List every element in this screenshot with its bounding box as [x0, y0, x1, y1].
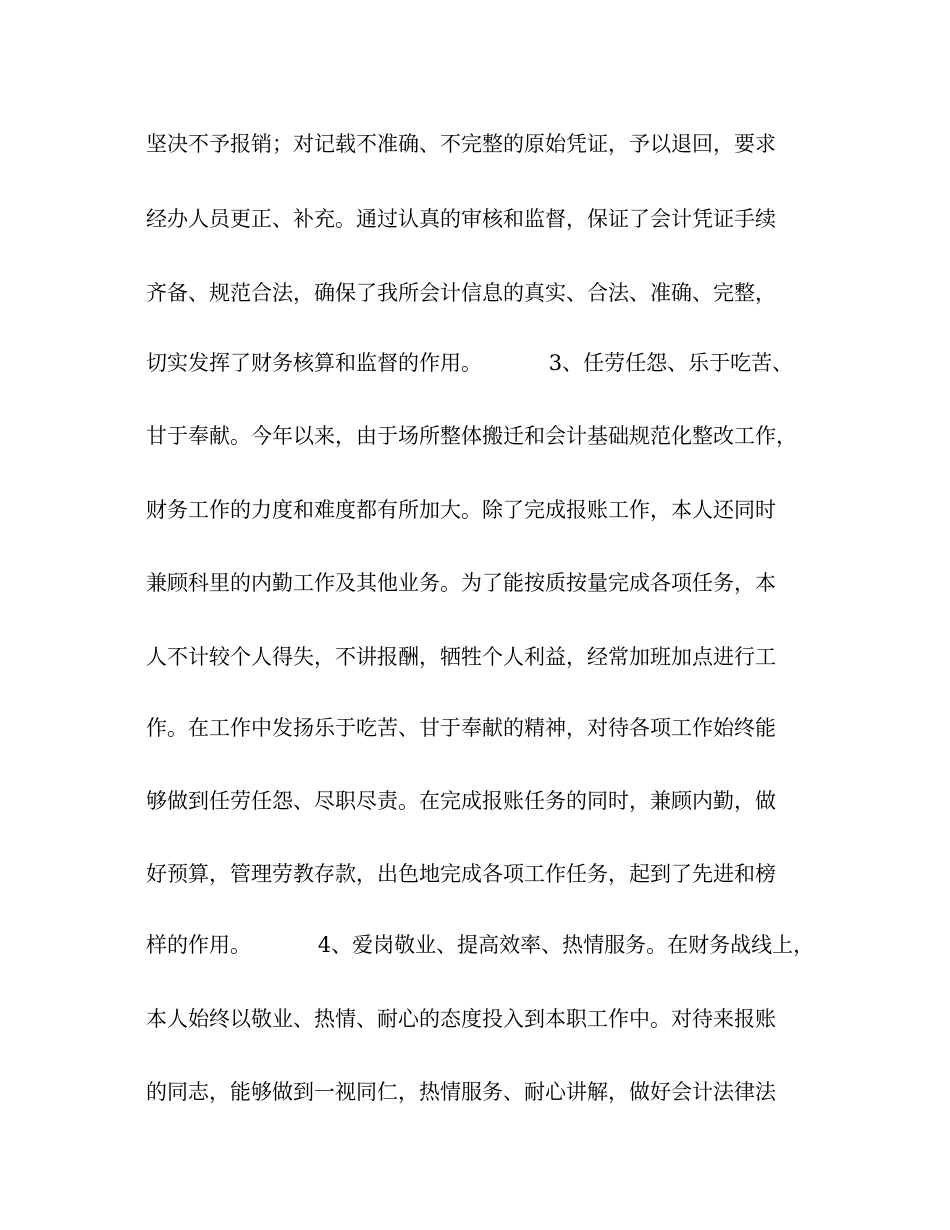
text-line: 本人始终以敬业、热情、耐心的态度投入到本职工作中。对待来报账: [146, 1007, 776, 1031]
text-line: 好预算，管理劳教存款，出色地完成各项工作任务，起到了先进和榜: [146, 862, 776, 886]
text-line: 够做到任劳任怨、尽职尽责。在完成报账任务的同时，兼顾内勤，做: [146, 789, 776, 813]
text-line: 财务工作的力度和难度都有所加大。除了完成报账工作，本人还同时: [146, 498, 776, 522]
text-line: 齐备、规范合法，确保了我所会计信息的真实、合法、准确、完整，: [146, 281, 776, 305]
text-line: 切实发挥了财务核算和监督的作用。 3、任劳任怨、乐于吃苦、: [146, 351, 794, 375]
text-line: 样的作用。 4、爱岗敬业、提高效率、热情服务。在财务战线上，: [146, 933, 815, 957]
text-line: 坚决不予报销；对记载不准确、不完整的原始凭证，予以退回，要求: [146, 132, 776, 156]
text-line: 经办人员更正、补充。通过认真的审核和监督，保证了会计凭证手续: [146, 207, 776, 231]
text-line: 兼顾科里的内勤工作及其他业务。为了能按质按量完成各项任务，本: [146, 571, 776, 595]
text-line: 甘于奉献。今年以来，由于场所整体搬迁和会计基础规范化整改工作，: [146, 424, 797, 448]
text-line: 人不计较个人得失，不讲报酬，牺牲个人利益，经常加班加点进行工: [146, 645, 776, 669]
text-line: 的同志，能够做到一视同仁，热情服务、耐心讲解，做好会计法律法: [146, 1080, 776, 1104]
text-line: 作。在工作中发扬乐于吃苦、甘于奉献的精神，对待各项工作始终能: [146, 716, 776, 740]
